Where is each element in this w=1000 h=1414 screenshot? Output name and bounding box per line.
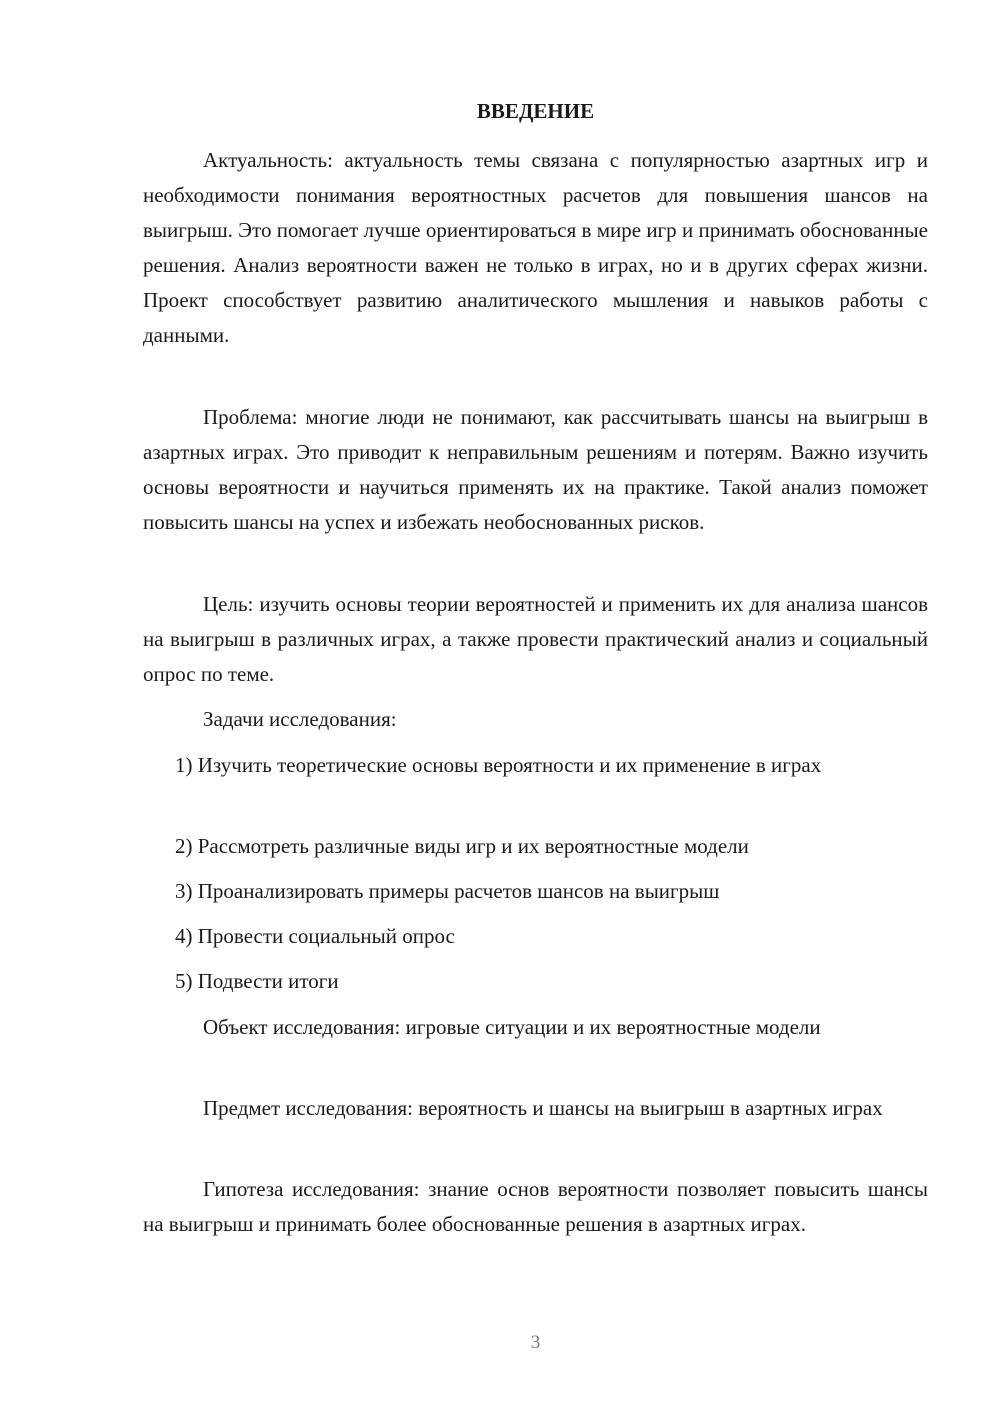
relevance-paragraph: Актуальность: актуальность темы связана с популярностью азартных игр и необходимости понимания вероятностных расчетов для повышения шансов на выигрыш. Это помогает лучше ориентироваться в мире игр и принимать обоснованные решения. Анализ вероятности важен не только в играх, но и в других сферах жизни. Проект способствует развитию аналитического мышления и навыков работы с данными.	[143, 148, 928, 347]
hypothesis-paragraph: Гипотеза исследования: знание основ вероятности позволяет повысить шансы на выигрыш и принимать более обоснованные решения в азартных играх.	[143, 1177, 928, 1236]
task-item-5: 5) Подвести итоги	[175, 969, 339, 993]
goal-paragraph: Цель: изучить основы теории вероятностей и применить их для анализа шансов на выигрыш в различных играх, а также провести практический анализ и социальный опрос по теме.	[143, 592, 928, 686]
object-paragraph: Объект исследования: игровые ситуации и их вероятностные модели	[203, 1015, 821, 1039]
page-number: 3	[530, 1332, 541, 1353]
task-item-1: 1) Изучить теоретические основы вероятности и их применение в играх	[175, 753, 822, 777]
problem-paragraph: Проблема: многие люди не понимают, как рассчитывать шансы на выигрыш в азартных играх. Это приводит к неправильным решениям и потерям. Важно изучить основы вероятности и научиться применять их на практике. Такой анализ поможет повысить шансы на успех и избежать необоснованных рисков.	[143, 405, 928, 534]
tasks-heading: Задачи исследования:	[203, 707, 397, 731]
subject-paragraph: Предмет исследования: вероятность и шансы на выигрыш в азартных играх	[203, 1096, 883, 1120]
page-title: ВВЕДЕНИЕ	[476, 99, 595, 123]
task-item-2: 2) Рассмотреть различные виды игр и их вероятностные модели	[175, 834, 749, 858]
task-item-3: 3) Проанализировать примеры расчетов шансов на выигрыш	[175, 879, 720, 903]
task-item-4: 4) Провести социальный опрос	[175, 924, 455, 948]
